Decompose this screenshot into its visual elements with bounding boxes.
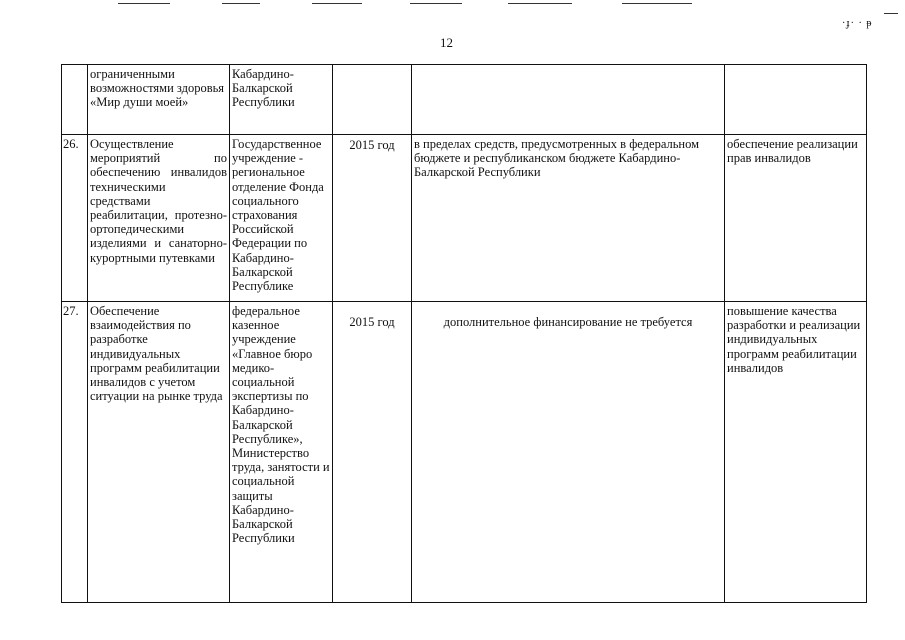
row-number: [62, 65, 88, 135]
executor-cell: Кабардино-Балкарской Республики: [230, 65, 333, 135]
table-row: [62, 135, 867, 302]
row-number: 26.: [62, 135, 88, 302]
result-cell: повышение качества разработки и реализации индивидуальных программ реабилитации инвалидов: [725, 302, 867, 603]
result-cell: [725, 65, 867, 135]
term-cell: 2015 год: [333, 135, 412, 302]
event-cell: ограниченными возможностями здоровья «Мир души моей»: [88, 65, 230, 135]
scan-artifact-line: [410, 3, 462, 4]
scan-artifact-line: [622, 3, 692, 4]
scan-artifact-line: [312, 3, 362, 4]
scan-artifact-line: [222, 3, 260, 4]
event-cell: Осуществление мероприятий по обеспечению инвалидов техническими средствами реабилитации, протезно-ортопедическими изделиями и санаторно-курортными путевками: [88, 135, 230, 302]
row-number: 27.: [62, 302, 88, 603]
event-cell: Обеспечение взаимодействия по разработке индивидуальных программ реабилитации инвалидов с учетом ситуации на рынке труда: [88, 302, 230, 603]
term-cell: [333, 65, 412, 135]
result-cell: обеспечение реализации прав инвалидов: [725, 135, 867, 302]
executor-cell: федеральное казенное учреждение «Главное бюро медико-социальной экспертизы по Кабардино-Балкарской Республике», Министерство труда, занятости и социальной защиты Кабардино-Балкарской Республики: [230, 302, 333, 603]
financing-cell: [412, 65, 725, 135]
scan-artifact-line: [118, 3, 170, 4]
corner-marks: ·ɟ· · ᵽ: [842, 18, 873, 29]
scan-artifact-line: [884, 13, 898, 14]
executor-cell: Государственное учреждение - региональное отделение Фонда социального страхования Российской Федерации по Кабардино-Балкарской Республике: [230, 135, 333, 302]
table-row: [62, 65, 867, 135]
financing-cell: в пределах средств, предусмотренных в федеральном бюджете и республиканском бюджете Кабардино-Балкарской Республики: [412, 135, 725, 302]
measures-table: [61, 64, 867, 603]
table-row: [62, 302, 867, 603]
financing-cell: дополнительное финансирование не требуется: [412, 302, 725, 603]
term-cell: 2015 год: [333, 302, 412, 603]
page-number: 12: [440, 35, 453, 50]
scan-artifact-line: [508, 3, 572, 4]
